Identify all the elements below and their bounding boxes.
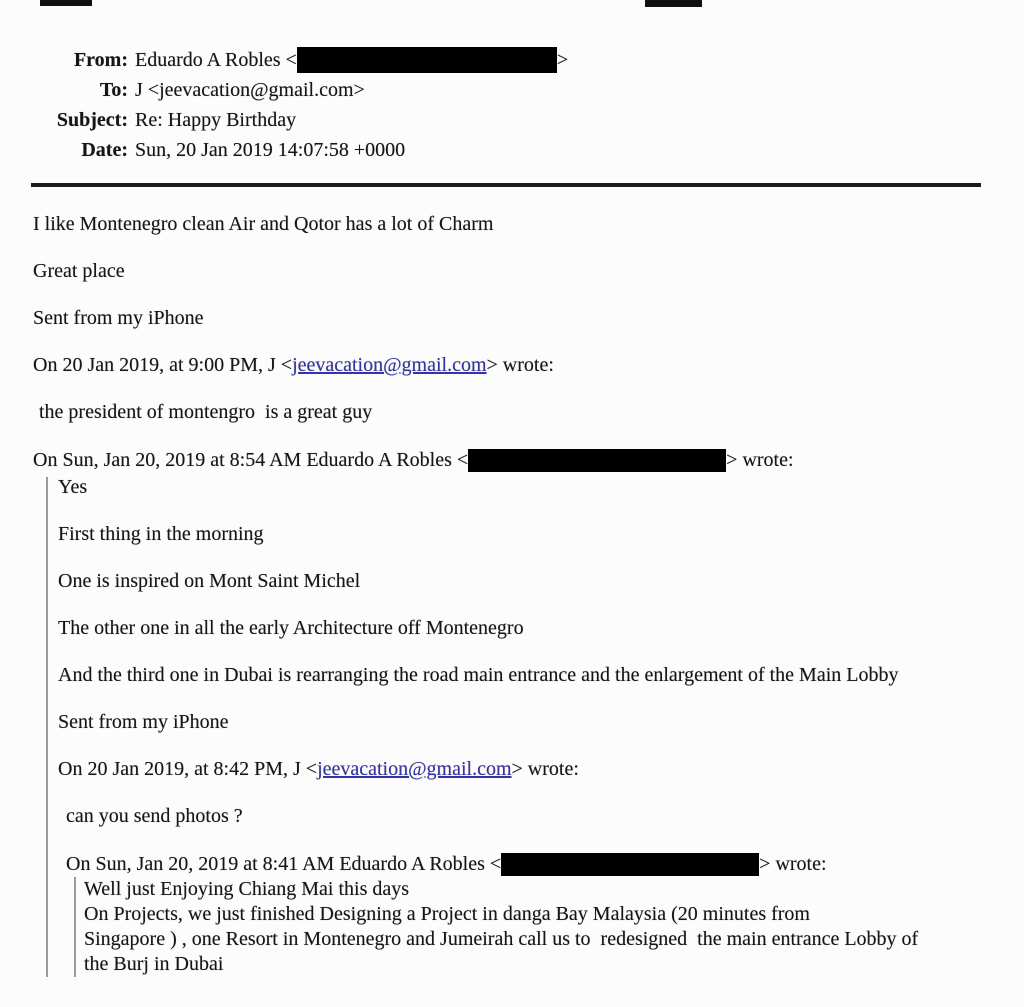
from-value — [135, 49, 568, 71]
quoted-block-841am — [74, 877, 989, 977]
quoted-block-854am — [46, 477, 989, 977]
header-divider-rule — [31, 183, 981, 187]
quoted-paragraph: One is inspired on Mont Saint Michel — [58, 570, 361, 592]
attribution-text: > wrote: — [511, 758, 579, 780]
quoted-signature: Sent from my iPhone — [58, 711, 229, 733]
email-link[interactable]: jeevacation@gmail.com — [317, 758, 512, 780]
email-header — [0, 45, 568, 165]
email-body — [33, 214, 989, 977]
attribution-text: On 20 Jan 2019, at 8:42 PM, J < — [58, 758, 318, 780]
attribution-text: > wrote: — [486, 354, 554, 376]
attribution-text: > wrote: — [759, 853, 827, 875]
redaction-bar — [468, 449, 726, 472]
header-row-date — [0, 135, 568, 165]
quoted-line: the Burj in Dubai — [84, 953, 224, 975]
header-row-from — [0, 45, 568, 75]
quote-attribution-841am — [66, 853, 989, 876]
to-label: To: — [99, 79, 128, 101]
from-value-suffix: > — [556, 49, 569, 71]
header-row-to — [0, 75, 568, 105]
quoted-line: On Projects, we just finished Designing a Project in danga Bay Malaysia (20 minutes from — [84, 903, 810, 925]
quote-attribution-900pm — [33, 355, 989, 376]
attribution-text: On Sun, Jan 20, 2019 at 8:41 AM Eduardo A Robles < — [66, 853, 502, 875]
subject-value: Re: Happy Birthday — [135, 109, 297, 131]
top-redaction-mark-left — [40, 0, 92, 6]
quote-attribution-854am — [33, 449, 989, 472]
from-value-prefix: Eduardo A Robles < — [135, 49, 297, 71]
header-row-subject — [0, 105, 568, 135]
email-link[interactable]: jeevacation@gmail.com — [292, 354, 487, 376]
attribution-text: > wrote: — [726, 449, 794, 471]
quoted-message-j-2: can you send photos ? — [66, 805, 243, 827]
quoted-line: Singapore ) , one Resort in Montenegro and Jumeirah call us to redesigned the main entrance Lobby of — [84, 928, 919, 950]
top-redaction-mark-right — [645, 0, 702, 7]
paragraph-charm: I like Montenegro clean Air and Qotor has a lot of Charm — [33, 213, 494, 235]
quoted-line: Well just Enjoying Chiang Mai this days — [84, 878, 410, 900]
from-label: From: — [73, 49, 128, 71]
quoted-paragraph: Yes — [58, 476, 88, 498]
paragraph-great-place: Great place — [33, 260, 125, 282]
date-label: Date: — [81, 139, 128, 161]
redaction-bar — [297, 47, 557, 73]
attribution-text: On 20 Jan 2019, at 9:00 PM, J < — [33, 354, 293, 376]
quoted-message-j-1: the president of montengro is a great guy — [39, 401, 373, 423]
quoted-paragraph: And the third one in Dubai is rearranging the road main entrance and the enlargement of the Main Lobby — [58, 664, 899, 686]
quoted-paragraph: First thing in the morning — [58, 523, 264, 545]
sender-signature: Sent from my iPhone — [33, 307, 204, 329]
date-value: Sun, 20 Jan 2019 14:07:58 +0000 — [135, 139, 406, 161]
subject-label: Subject: — [56, 109, 128, 131]
quote-attribution-842pm — [58, 759, 989, 780]
redaction-bar — [501, 853, 759, 876]
quoted-paragraph: The other one in all the early Architecture off Montenegro — [58, 617, 524, 639]
attribution-text: On Sun, Jan 20, 2019 at 8:54 AM Eduardo A Robles < — [33, 449, 469, 471]
to-value: J <jeevacation@gmail.com> — [135, 79, 365, 101]
